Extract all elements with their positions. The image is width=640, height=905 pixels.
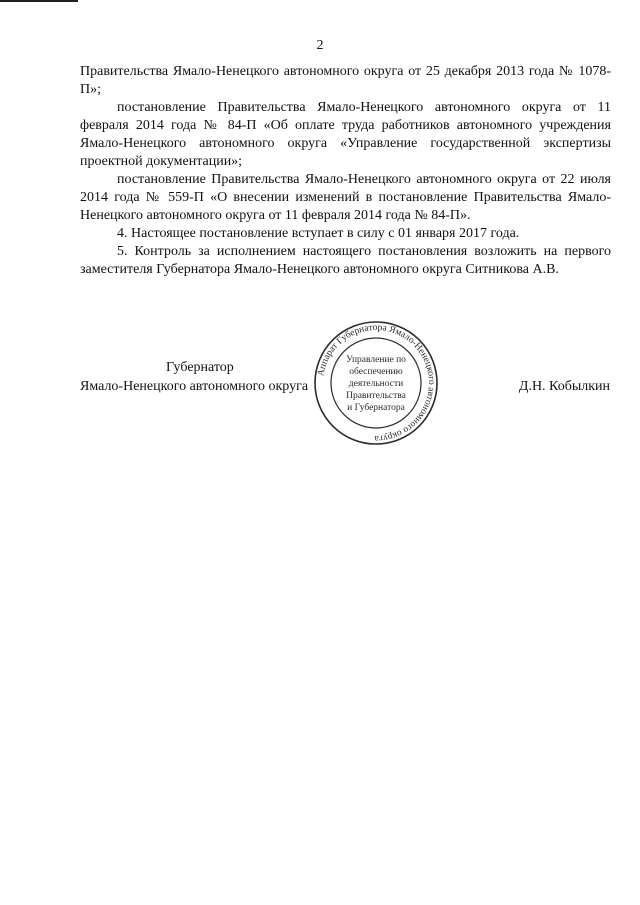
paragraph: 4. Настоящее постановление вступает в силу с 01 января 2017 года. (117, 226, 520, 241)
signatory-region: Ямало-Ненецкого автономного округа (80, 379, 309, 394)
signatory-title: Губернатор (166, 360, 234, 375)
seal-outer-text: Аппарат Губернатора Ямало-Ненецкого автономного округа (316, 322, 437, 444)
seal-center-line: обеспечению (349, 367, 403, 377)
seal-center-line: Правительства (346, 391, 406, 401)
seal-center-line: Управление по (346, 355, 406, 365)
paragraph: постановление Правительства Ямало-Ненецкого автономного округа от 22 июля 2014 года № 559-П «О внесении изменений в постановление Правительства Ямало-Ненецкого автономного округа от 11 февраля 2014 года № 84-П». (80, 172, 611, 223)
page-number: 2 (316, 38, 324, 53)
seal-center-line: и Губернатора (347, 403, 405, 413)
top-left-rule (0, 0, 78, 2)
seal-center-line: деятельности (348, 379, 404, 389)
paragraph: постановление Правительства Ямало-Ненецкого автономного округа от 11 февраля 2014 года № 84-П «Об оплате труда работников автономного учреждения Ямало-Ненецкого автономного округа «Управление государственной экспертизы проектной документации»; (80, 100, 611, 169)
document-body (80, 63, 611, 279)
seal-center-text (346, 355, 407, 413)
official-seal-stamp (312, 319, 440, 447)
paragraph: 5. Контроль за исполнением настоящего постановления возложить на первого заместителя Губернатора Ямало-Ненецкого автономного округа Ситникова А.В. (80, 244, 611, 277)
signatory-name: Д.Н. Кобылкин (518, 379, 610, 394)
paragraph: Правительства Ямало-Ненецкого автономного округа от 25 декабря 2013 года № 1078-П»; (80, 64, 611, 97)
